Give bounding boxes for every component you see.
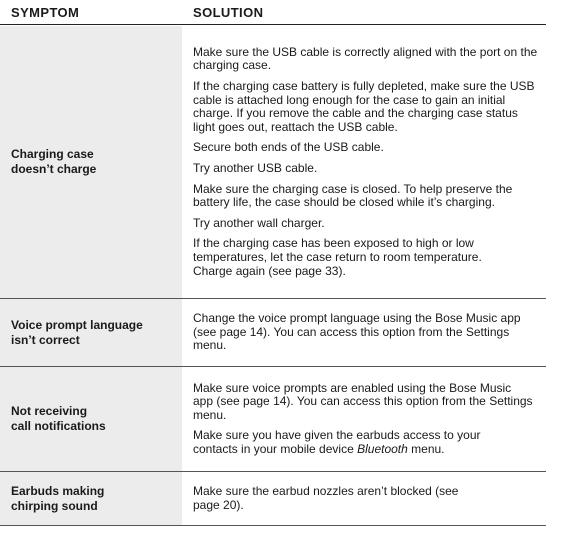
table-row [0,26,546,299]
solution-paragraph: Try another wall charger. [193,215,325,230]
solution-paragraph: Make sure the charging case is closed. To help preserve the battery life, the case should be closed while it’s charging. [193,181,513,210]
table-row [0,472,546,526]
solution-paragraph: Change the voice prompt language using the Bose Music app (see page 14). You can access this option from the Settings menu. [193,311,521,353]
solution-paragraph: If the charging case battery is fully depleted, make sure the USB cable is attached long enough for the case to gain an initial charge. If you remove the cable and the charging case status light goes out, reattach the USB cable. [193,79,535,134]
solution-paragraph [193,429,513,456]
table-row [0,367,546,472]
table-header [0,0,546,25]
solution-text: menu. [407,441,445,456]
symptom-cell [0,472,182,525]
symptom-text: Voice prompt language isn’t correct [11,317,143,347]
solution-cell [193,472,542,525]
table-row [0,299,546,367]
solution-header: SOLUTION [193,5,264,20]
bluetooth-text: Bluetooth [357,441,408,456]
solution-cell [193,367,542,471]
solution-paragraph: Make sure voice prompts are enabled using the Bose Music app (see page 14). You can access this option from the Settings menu. [193,380,533,422]
symptom-cell [0,299,182,366]
solution-paragraph: Make sure the USB cable is correctly aligned with the port on the charging case. [193,44,538,73]
solution-cell [193,26,542,298]
solution-paragraph: If the charging case has been exposed to high or low temperatures, let the case return to room temperature. Charge again (see page 33). [193,236,482,278]
symptom-cell [0,367,182,471]
symptom-text: Earbuds making chirping sound [11,483,105,513]
symptom-text: Charging case doesn’t charge [11,147,97,176]
solution-text: Make sure you have given the earbuds access to your contacts in your mobile device [193,428,481,456]
symptom-text: Not receiving call notifications [11,404,106,433]
solution-paragraph: Try another USB cable. [193,161,318,175]
solution-cell [193,299,542,366]
symptom-cell [0,26,182,298]
solution-paragraph: Make sure the earbud nozzles aren’t blocked (see page 20). [193,483,459,512]
symptom-header: SYMPTOM [11,5,80,20]
solution-paragraph: Secure both ends of the USB cable. [193,140,384,155]
